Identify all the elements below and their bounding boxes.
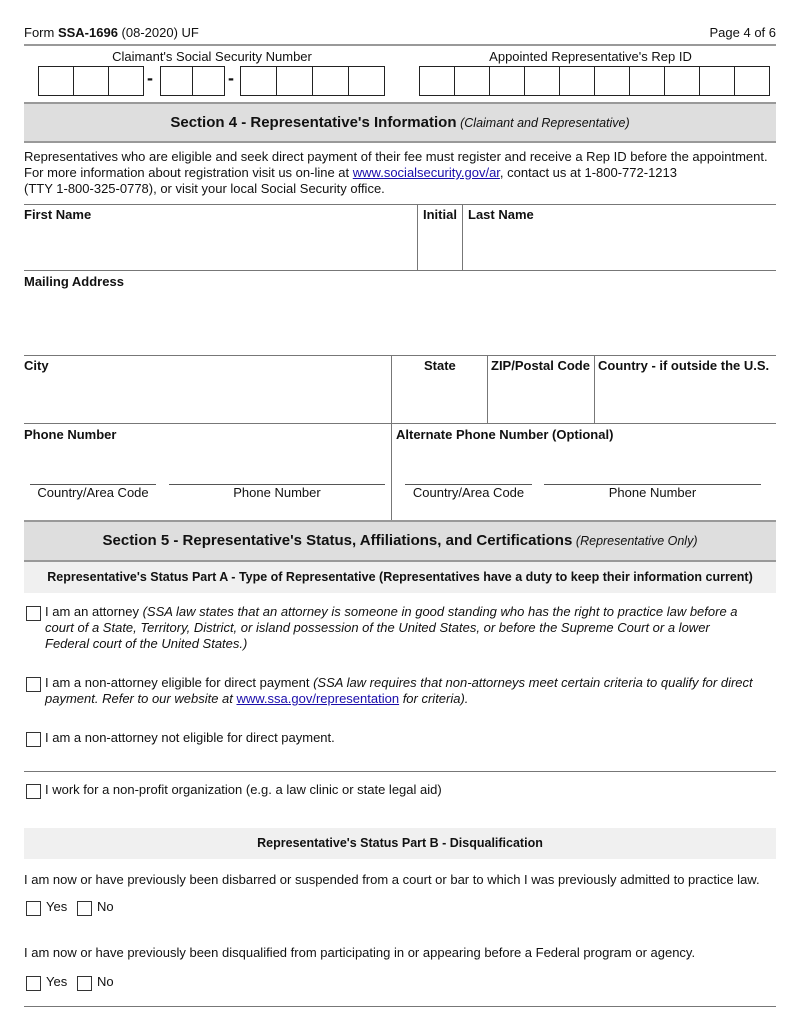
phone-number-caption: Phone Number — [233, 485, 321, 500]
intro-line-3: (TTY 1-800-325-0778), or visit your local Social Security office. — [24, 181, 385, 196]
option-note — [45, 691, 468, 706]
non-profit-checkbox[interactable] — [26, 784, 41, 799]
form-prefix: Form — [24, 25, 58, 40]
alt-phone-label: Alternate Phone Number (Optional) — [396, 427, 614, 442]
part-b-header: Representative's Status Part B - Disqualification — [24, 828, 776, 859]
section4-subtitle: (Claimant and Representative) — [460, 116, 630, 130]
section5-title: Section 5 - Representative's Status, Affiliations, and Certifications — [102, 532, 573, 549]
yes-label: Yes — [46, 899, 68, 914]
option-label: I am an attorney — [45, 604, 143, 619]
state-label: State — [424, 358, 456, 373]
divider — [24, 44, 776, 46]
option-note: court of a State, Territory, District, or island possession of the United States, or before the Supreme Court or a lower — [45, 620, 710, 635]
attorney-option — [45, 604, 738, 619]
first-name-label: First Name — [24, 207, 92, 222]
intro-line-1: Representatives who are eligible and seek direct payment of their fee must register and receive a Rep ID before the appointment. — [24, 149, 768, 164]
repid-field[interactable] — [419, 66, 770, 96]
no-label: No — [97, 974, 114, 989]
divider — [462, 204, 463, 270]
form-number: SSA-1696 — [57, 25, 118, 40]
no-label: No — [97, 899, 114, 914]
city-label: City — [24, 358, 49, 373]
option-note: Federal court of the United States.) — [45, 636, 248, 651]
intro-line-2 — [24, 165, 677, 180]
ssn-field-part2[interactable] — [160, 66, 225, 96]
divider — [24, 204, 776, 205]
form-id — [24, 25, 199, 40]
option-label: I am a non-attorney eligible for direct payment — [45, 675, 314, 690]
divider — [594, 355, 595, 423]
option-note: (SSA law states that an attorney is someone in good standing who has the right to practice law before a — [142, 604, 738, 619]
divider — [487, 355, 488, 423]
intro-text: For more information about registration visit us on-line at — [24, 165, 353, 180]
initial-label: Initial — [423, 207, 457, 222]
area-code-caption: Country/Area Code — [412, 485, 525, 500]
part-a-header: Representative's Status Part A - Type of Representative (Representatives have a duty to keep their information current) — [24, 562, 776, 593]
registration-link[interactable]: www.socialsecurity.gov/ar — [352, 165, 500, 180]
non-attorney-eligible-option — [45, 675, 753, 690]
divider — [24, 1006, 776, 1007]
disqualified-yes-checkbox[interactable] — [26, 976, 41, 991]
non-attorney-not-eligible-option: I am a non-attorney not eligible for direct payment. — [45, 730, 335, 745]
section4-header — [24, 102, 776, 143]
disbarred-question: I am now or have previously been disbarred or suspended from a court or bar to which I was previously admitted to practice law. — [24, 872, 760, 887]
option-note: (SSA law requires that non-attorneys meet certain criteria to qualify for direct — [313, 675, 753, 690]
attorney-checkbox[interactable] — [26, 606, 41, 621]
disqualified-question: I am now or have previously been disqualified from participating in or appearing before a Federal program or agency. — [24, 945, 696, 960]
non-attorney-eligible-checkbox[interactable] — [26, 677, 41, 692]
divider — [24, 771, 776, 772]
option-note: for criteria). — [399, 691, 469, 706]
divider — [391, 355, 392, 521]
ssn-dash: - — [228, 68, 234, 88]
mailing-address-label: Mailing Address — [24, 274, 124, 289]
divider — [24, 270, 776, 271]
ssn-field-part1[interactable] — [38, 66, 144, 96]
disbarred-yes-checkbox[interactable] — [26, 901, 41, 916]
yes-label: Yes — [46, 974, 68, 989]
representation-link[interactable]: www.ssa.gov/representation — [236, 691, 400, 706]
ssn-field-part3[interactable] — [240, 66, 385, 96]
repid-label: Appointed Representative's Rep ID — [489, 49, 692, 64]
country-label: Country - if outside the U.S. — [598, 358, 770, 373]
non-attorney-not-eligible-checkbox[interactable] — [26, 732, 41, 747]
divider — [24, 355, 776, 356]
page-number: Page 4 of 6 — [709, 25, 776, 40]
area-code-caption: Country/Area Code — [37, 485, 149, 500]
section4-title: Section 4 - Representative's Information — [170, 114, 457, 131]
intro-text: , contact us at 1-800-772-1213 — [499, 165, 677, 180]
option-note: payment. Refer to our website at — [45, 691, 237, 706]
phone-label: Phone Number — [24, 427, 117, 442]
divider — [417, 204, 418, 270]
disbarred-no-checkbox[interactable] — [77, 901, 92, 916]
section5-header — [24, 520, 776, 562]
zip-label: ZIP/Postal Code — [491, 358, 590, 373]
section5-subtitle: (Representative Only) — [575, 534, 698, 548]
disqualified-no-checkbox[interactable] — [77, 976, 92, 991]
form-date: (08-2020) UF — [117, 25, 199, 40]
last-name-label: Last Name — [468, 207, 534, 222]
non-profit-option: I work for a non-profit organization (e.g. a law clinic or state legal aid) — [45, 782, 442, 797]
divider — [24, 423, 776, 424]
ssn-label: Claimant's Social Security Number — [112, 49, 312, 64]
phone-number-caption: Phone Number — [608, 485, 697, 500]
ssn-dash: - — [147, 68, 153, 88]
